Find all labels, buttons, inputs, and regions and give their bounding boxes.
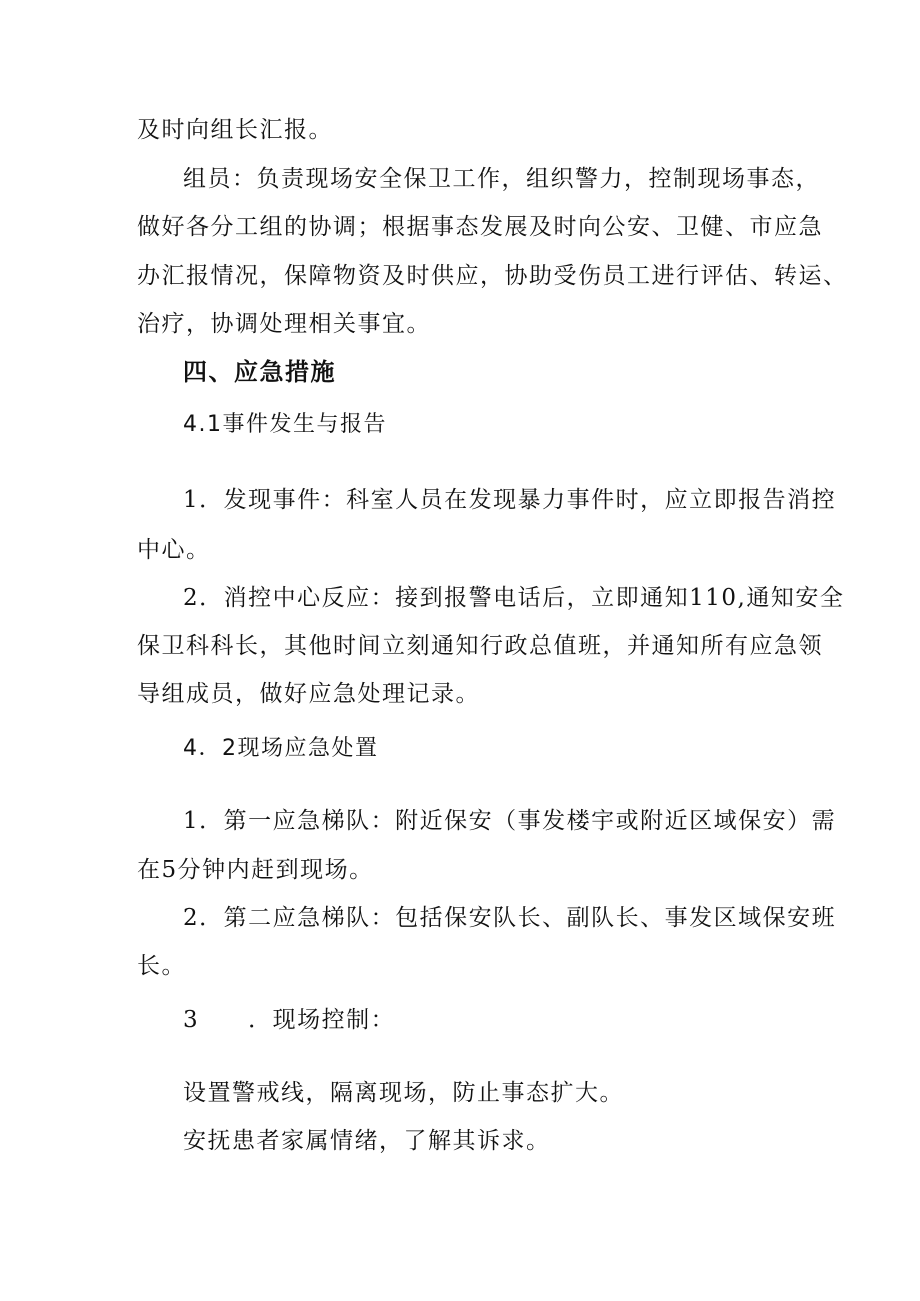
paragraph-line: 做好各分工组的协调；根据事态发展及时向公安、卫健、市应急 xyxy=(137,214,823,240)
list-item-line: 中心。 xyxy=(137,537,211,563)
subsection-title: 4.1事件发生与报告 xyxy=(183,412,387,437)
paragraph-line: 治疗，协调处理相关事宜。 xyxy=(137,311,431,337)
list-item-line: 在5分钟内赶到现场。 xyxy=(137,857,374,883)
section-heading: 四、应急措施 xyxy=(183,358,336,386)
paragraph-line: 及时向组长汇报。 xyxy=(137,117,333,143)
list-item-line: 1．第一应急梯队：附近保安（事发楼宇或附近区域保安）需 xyxy=(183,808,837,834)
list-item-line: 1．发现事件：科室人员在发现暴力事件时，应立即报告消控 xyxy=(183,487,837,513)
list-item-line: 3 ．现场控制： xyxy=(183,1007,396,1033)
paragraph-line: 组员：负责现场安全保卫工作，组织警力，控制现场事态， xyxy=(183,166,820,192)
list-item-line: 2．第二应急梯队：包括保安队长、副队长、事发区域保安班 xyxy=(183,905,837,931)
list-item-line: 保卫科科长，其他时间立刻通知行政总值班，并通知所有应急领 xyxy=(137,633,823,659)
list-item-line: 导组成员，做好应急处理记录。 xyxy=(137,681,480,707)
measure-line: 设置警戒线，隔离现场，防止事态扩大。 xyxy=(183,1080,624,1106)
list-item-line: 2．消控中心反应：接到报警电话后，立即通知110,通知安全 xyxy=(183,585,845,611)
list-item-line: 长。 xyxy=(137,953,186,979)
subsection-title: 4．2现场应急处置 xyxy=(183,736,379,761)
paragraph-line: 办汇报情况，保障物资及时供应，协助受伤员工进行评估、转运、 xyxy=(137,263,848,289)
measure-line: 安抚患者家属情绪，了解其诉求。 xyxy=(183,1128,551,1154)
